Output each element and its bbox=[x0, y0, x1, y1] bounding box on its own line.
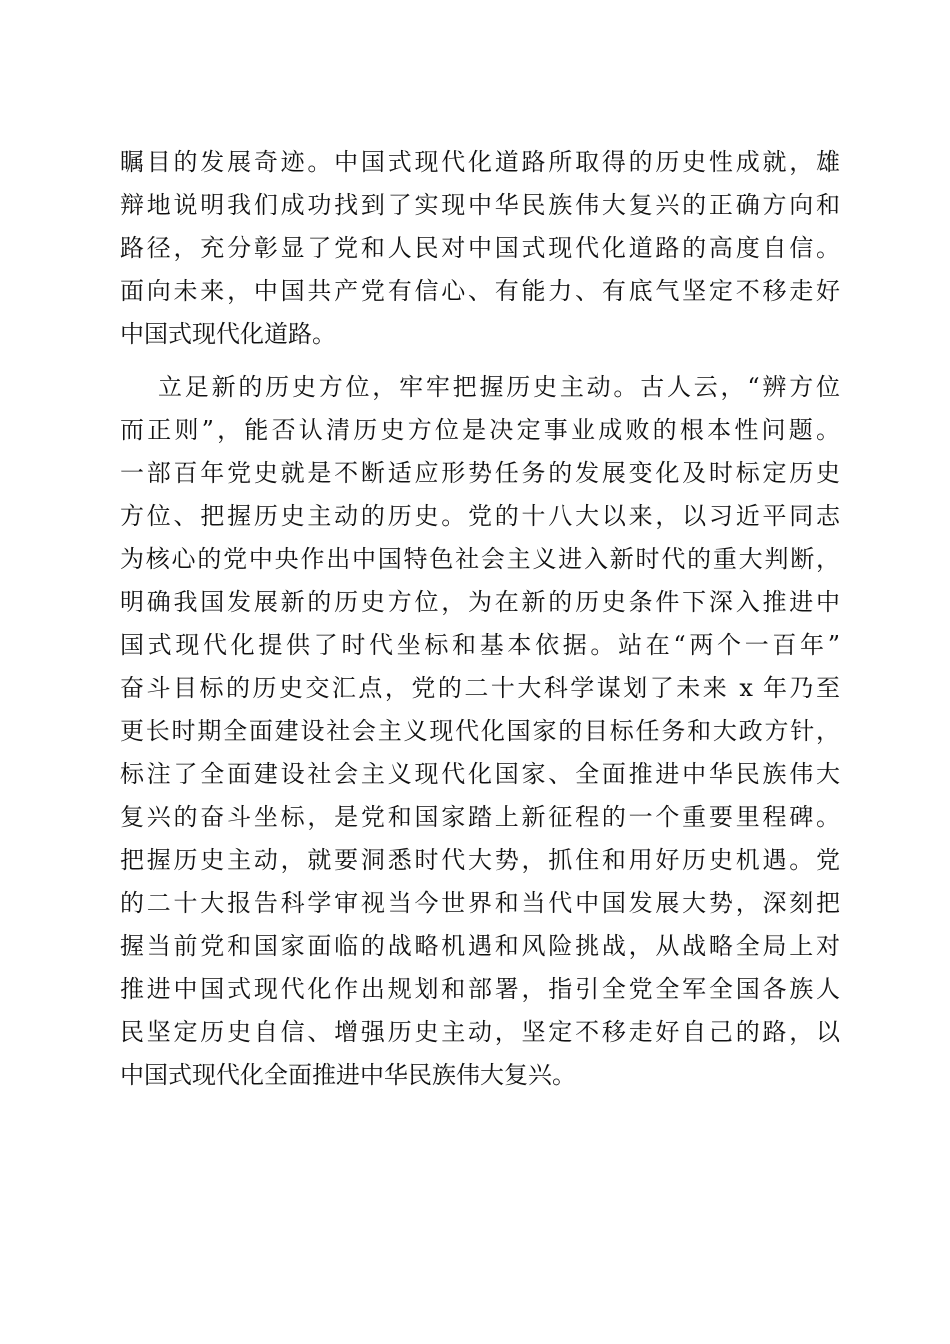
text-line: 奋斗目标的历史交汇点，党的二十大科学谋划了未来 x 年乃至 bbox=[120, 674, 840, 702]
text-line: 更长时期全面建设社会主义现代化国家的目标任务和大政方针， bbox=[120, 717, 840, 745]
text-line: 立足新的历史方位，牢牢把握历史主动。古人云，“辨方位 bbox=[158, 373, 840, 401]
text-line: 中国式现代化道路。 bbox=[120, 320, 336, 348]
text-line: 民坚定历史自信、增强历史主动，坚定不移走好自己的路，以 bbox=[120, 1018, 840, 1046]
text-line: 中国式现代化全面推进中华民族伟大复兴。 bbox=[120, 1061, 576, 1089]
text-line: 明确我国发展新的历史方位，为在新的历史条件下深入推进中 bbox=[120, 588, 840, 616]
text-line: 瞩目的发展奇迹。中国式现代化道路所取得的历史性成就，雄 bbox=[120, 148, 840, 176]
text-line: 标注了全面建设社会主义现代化国家、全面推进中华民族伟大 bbox=[120, 760, 840, 788]
paragraph-1 bbox=[120, 141, 840, 356]
text-line: 握当前党和国家面临的战略机遇和风险挑战，从战略全局上对 bbox=[120, 932, 840, 960]
text-line: 的二十大报告科学审视当今世界和当代中国发展大势，深刻把 bbox=[120, 889, 840, 917]
text-line: 路径，充分彰显了党和人民对中国式现代化道路的高度自信。 bbox=[120, 234, 840, 262]
text-line: 一部百年党史就是不断适应形势任务的发展变化及时标定历史 bbox=[120, 459, 840, 487]
text-line: 国式现代化提供了时代坐标和基本依据。站在“两个一百年” bbox=[120, 631, 840, 659]
paragraph-gap bbox=[120, 356, 840, 366]
body-text bbox=[120, 141, 840, 1097]
text-line: 把握历史主动，就要洞悉时代大势，抓住和用好历史机遇。党 bbox=[120, 846, 840, 874]
text-line: 而正则”，能否认清历史方位是决定事业成败的根本性问题。 bbox=[120, 416, 840, 444]
text-line: 方位、把握历史主动的历史。党的十八大以来，以习近平同志 bbox=[120, 502, 840, 530]
text-line: 复兴的奋斗坐标，是党和国家踏上新征程的一个重要里程碑。 bbox=[120, 803, 840, 831]
text-line: 面向未来，中国共产党有信心、有能力、有底气坚定不移走好 bbox=[120, 277, 840, 305]
paragraph-2 bbox=[120, 366, 840, 1097]
text-line: 辩地说明我们成功找到了实现中华民族伟大复兴的正确方向和 bbox=[120, 191, 840, 219]
text-line: 为核心的党中央作出中国特色社会主义进入新时代的重大判断， bbox=[120, 545, 840, 573]
text-line: 推进中国式现代化作出规划和部署，指引全党全军全国各族人 bbox=[120, 975, 840, 1003]
